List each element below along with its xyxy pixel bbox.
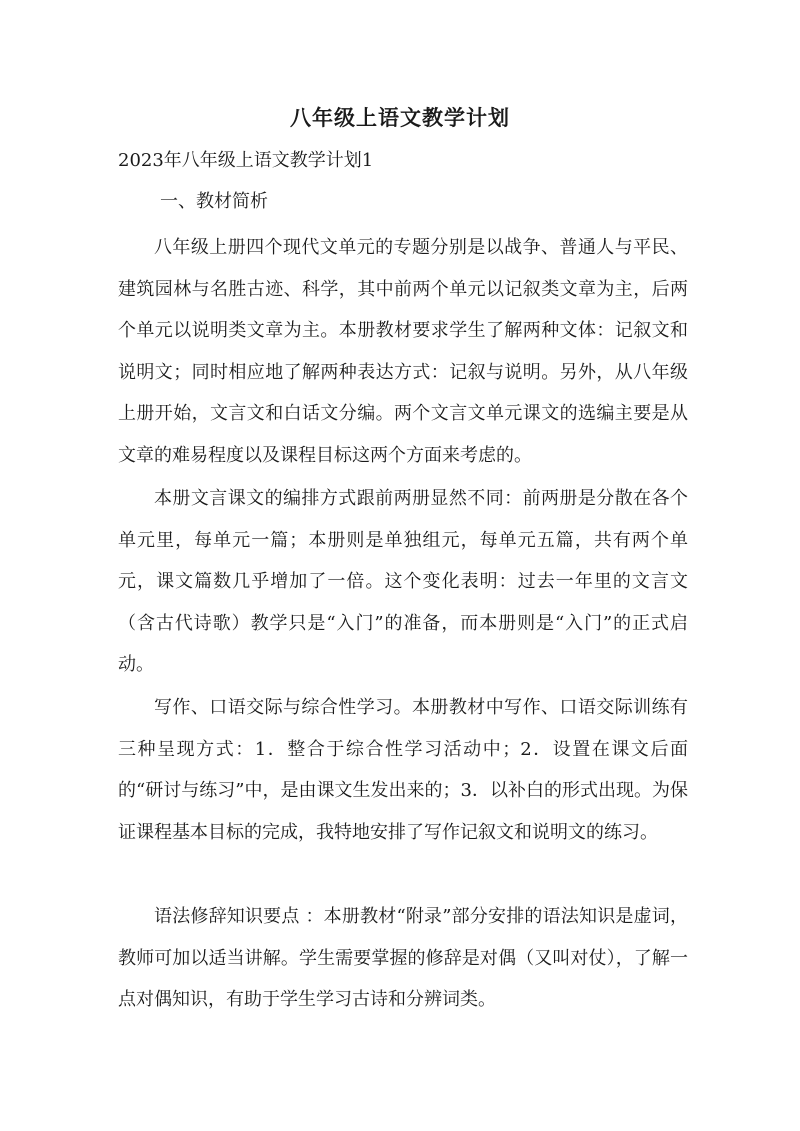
- document-subtitle: 2023年八年级上语文教学计划1: [118, 150, 374, 171]
- paragraph-writing-speaking: 写作、口语交际与综合性学习。本册教材中写作、口语交际训练有三种呈现方式：1．整合于综合性学习活动中；2．设置在课文后面的“研讨与练习”中，是由课文生发出来的；3．以补白的形式出现。为保证课程基本目标的完成，我特地安排了写作记叙文和说明文的练习。: [118, 697, 688, 843]
- section-heading: 一、教材简析: [160, 191, 268, 212]
- paragraph-grammar-rhetoric: 语法修辞知识要点 ：本册教材“附录”部分安排的语法知识是虚词，教师可加以适当讲解。学生需要掌握的修辞是对偶（又叫对仗），了解一点对偶知识，有助于学生学习古诗和分辨词类。: [118, 906, 688, 1011]
- document-title: 八年级上语文教学计划: [290, 105, 510, 130]
- paragraph-classical-texts: 本册文言课文的编排方式跟前两册显然不同：前两册是分散在各个单元里，每单元一篇；本册则是单独组元，每单元五篇，共有两个单元，课文篇数几乎增加了一倍。这个变化表明：过去一年里的文言文（含古代诗歌）教学只是“入门”的准备，而本册则是“入门”的正式启动。: [118, 488, 688, 676]
- paragraph-textbook-overview: 八年级上册四个现代文单元的专题分别是以战争、普通人与平民、建筑园林与名胜古迹、科学，其中前两个单元以记叙类文章为主，后两个单元以说明类文章为主。本册教材要求学生了解两种文体：记叙文和说明文；同时相应地了解两种表达方式：记叙与说明。另外，从八年级上册开始，文言文和白话文分编。两个文言文单元课文的选编主要是从文章的难易程度以及课程目标这两个方面来考虑的。: [118, 237, 688, 466]
